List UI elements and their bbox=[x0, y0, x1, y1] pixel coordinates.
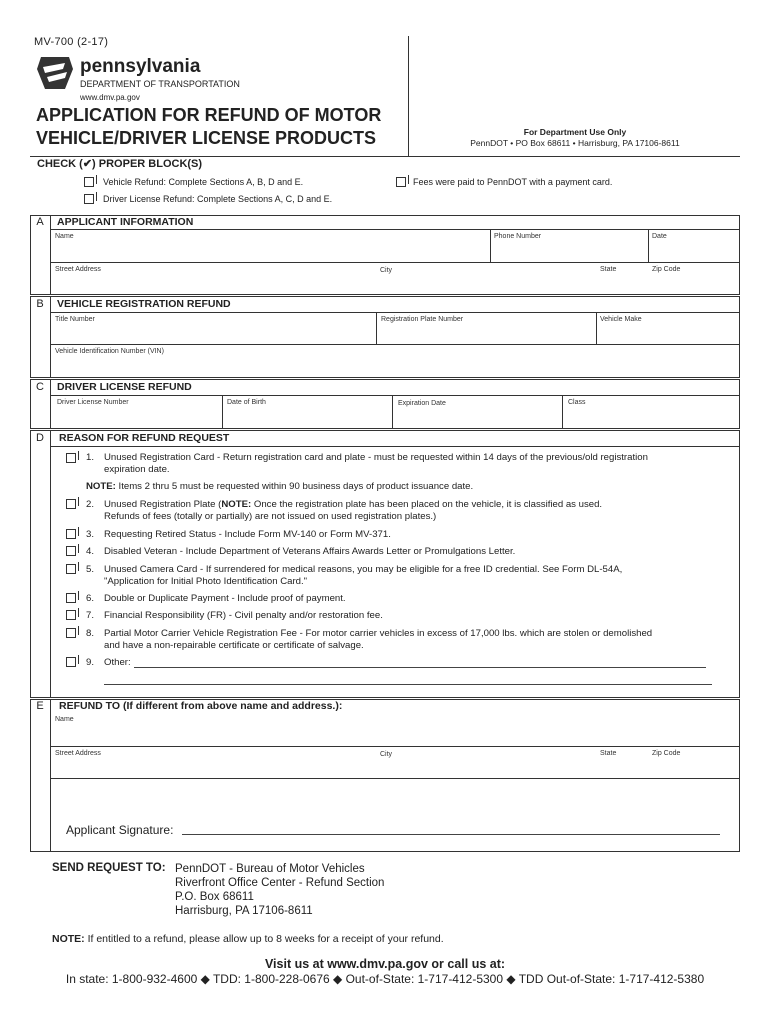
section-e-title: REFUND TO (If different from above name and address.): bbox=[59, 700, 343, 712]
reason-7-number: 7. bbox=[86, 610, 95, 621]
reason-4-number: 4. bbox=[86, 546, 95, 557]
section-c-col-rule bbox=[562, 395, 563, 429]
phone-line: In state: 1-800-932-4600 ◆ TDD: 1-800-228-0676 ◆ Out-of-State: 1-717-412-5300 ◆ TDD Out-of-State: 1-717-412-5380 bbox=[65, 972, 705, 986]
reason-9-label: Other: bbox=[104, 657, 131, 668]
applicant-street-field[interactable]: Street Address bbox=[55, 266, 101, 273]
page-title: APPLICATION FOR REFUND OF MOTOR VEHICLE/DRIVER LICENSE PRODUCTS bbox=[36, 105, 382, 148]
dept-use-label: For Department Use Only bbox=[523, 127, 627, 137]
check-heading: CHECK (✔) PROPER BLOCK(S) bbox=[37, 158, 203, 170]
signature-label: Applicant Signature: bbox=[66, 823, 174, 837]
expiration-field[interactable]: Expiration Date bbox=[398, 400, 446, 407]
dob-field[interactable]: Date of Birth bbox=[227, 399, 266, 406]
refund-street-field[interactable]: Street Address bbox=[55, 750, 101, 757]
reason-4-checkbox[interactable] bbox=[66, 546, 76, 556]
reason-1-checkbox[interactable] bbox=[66, 453, 76, 463]
website-text: www.dmv.pa.gov bbox=[80, 93, 140, 102]
refund-name-field[interactable]: Name bbox=[55, 716, 74, 723]
reason-8-checkbox[interactable] bbox=[66, 628, 76, 638]
reason-3-checkbox[interactable] bbox=[66, 529, 76, 539]
vehicle-refund-checkbox[interactable] bbox=[84, 177, 94, 187]
section-b-letter: B bbox=[36, 298, 44, 310]
vin-field[interactable]: Vehicle Identification Number (VIN) bbox=[55, 348, 164, 355]
other-reason-input[interactable] bbox=[134, 667, 706, 668]
reason-6-number: 6. bbox=[86, 593, 95, 604]
note-items: NOTE: Items 2 thru 5 must be requested within 90 business days of product issuance date. bbox=[86, 481, 474, 492]
dl-refund-checkbox[interactable] bbox=[84, 194, 94, 204]
mailing-address: PennDOT - Bureau of Motor Vehicles Riverfront Office Center - Refund Section P.O. Box 68611 Harrisburg, PA 17106-8611 bbox=[175, 863, 385, 917]
dept-address: PennDOT • PO Box 68611 • Harrisburg, PA 17106-8611 bbox=[470, 138, 680, 148]
class-field[interactable]: Class bbox=[568, 399, 586, 406]
reason-5-number: 5. bbox=[86, 564, 95, 575]
section-e-gutter bbox=[30, 699, 51, 852]
keystone-logo-icon bbox=[35, 55, 75, 91]
section-c-col-rule bbox=[392, 395, 393, 429]
reason-6-checkbox[interactable] bbox=[66, 593, 76, 603]
refund-state-field[interactable]: State bbox=[600, 750, 617, 757]
title-number-field[interactable]: Title Number bbox=[55, 316, 95, 323]
dl-number-field[interactable]: Driver License Number bbox=[57, 399, 129, 406]
section-e-row-rule bbox=[50, 746, 740, 747]
reason-6-text: Double or Duplicate Payment - Include proof of payment. bbox=[104, 593, 346, 604]
section-d-gutter bbox=[30, 430, 51, 698]
refund-note: NOTE: If entitled to a refund, please allow up to 8 weeks for a receipt of your refund. bbox=[52, 933, 444, 945]
applicant-date-field[interactable]: Date bbox=[652, 233, 667, 240]
plate-number-field[interactable]: Registration Plate Number bbox=[381, 316, 464, 323]
applicant-zip-field[interactable]: Zip Code bbox=[652, 266, 681, 273]
reason-2-text: Unused Registration Plate (NOTE: Once the registration plate has been placed on the vehicle, it is classified as used. Refunds of fees (totally or partially) are not issued on used registration plates.) bbox=[104, 499, 603, 522]
department-name: DEPARTMENT OF TRANSPORTATION bbox=[80, 79, 240, 89]
form-id: MV-700 (2-17) bbox=[34, 36, 109, 48]
section-a-title: APPLICANT INFORMATION bbox=[57, 216, 194, 228]
reason-1-text: Unused Registration Card - Return registration card and plate - must be requested within 14 days of the previous/old registration expiration date. bbox=[104, 452, 648, 475]
reason-3-text: Requesting Retired Status - Include Form MV-140 or Form MV-371. bbox=[104, 529, 391, 540]
reason-7-checkbox[interactable] bbox=[66, 610, 76, 620]
section-b-title: VEHICLE REGISTRATION REFUND bbox=[57, 298, 231, 310]
other-reason-input-line2[interactable] bbox=[104, 684, 712, 685]
section-d-title-rule bbox=[50, 446, 740, 447]
reason-9-checkbox[interactable] bbox=[66, 657, 76, 667]
section-e-letter: E bbox=[36, 700, 44, 712]
reason-2-checkbox[interactable] bbox=[66, 499, 76, 509]
section-c-title-rule bbox=[50, 395, 740, 396]
section-c-letter: C bbox=[36, 381, 44, 393]
reason-3-number: 3. bbox=[86, 529, 95, 540]
visit-line: Visit us at www.dmv.pa.gov or call us at: bbox=[264, 957, 506, 971]
brand-name: pennsylvania bbox=[80, 56, 201, 77]
dl-refund-label: Driver License Refund: Complete Sections A, C, D and E. bbox=[103, 194, 333, 204]
applicant-phone-field[interactable]: Phone Number bbox=[494, 233, 542, 240]
section-a-col-rule bbox=[648, 229, 649, 262]
section-a-row-rule bbox=[50, 262, 740, 263]
section-b-col-rule bbox=[596, 312, 597, 344]
send-request-label: SEND REQUEST TO: bbox=[52, 862, 166, 874]
reason-5-text: Unused Camera Card - If surrendered for medical reasons, you may be eligible for a free ID credential. See Form DL-54A, "Application for Initial Photo Identification Card." bbox=[104, 564, 623, 587]
reason-9-number: 9. bbox=[86, 657, 95, 668]
fees-paid-label: Fees were paid to PennDOT with a payment card. bbox=[413, 177, 613, 187]
reason-7-text: Financial Responsibility (FR) - Civil penalty and/or restoration fee. bbox=[104, 610, 383, 621]
section-a-col-rule bbox=[490, 229, 491, 262]
applicant-name-field[interactable]: Name bbox=[55, 233, 74, 240]
section-c-col-rule bbox=[222, 395, 223, 429]
section-e-row-rule bbox=[50, 778, 740, 779]
section-b-title-rule bbox=[50, 312, 740, 313]
section-a-title-rule bbox=[50, 229, 740, 230]
vehicle-make-field[interactable]: Vehicle Make bbox=[600, 316, 642, 323]
section-d-letter: D bbox=[36, 432, 44, 444]
reason-2-number: 2. bbox=[86, 499, 95, 510]
reason-4-text: Disabled Veteran - Include Department of Veterans Affairs Awards Letter or Promulgations Letter. bbox=[104, 546, 516, 557]
applicant-state-field[interactable]: State bbox=[600, 266, 617, 273]
reason-8-number: 8. bbox=[86, 628, 95, 639]
section-b-col-rule bbox=[376, 312, 377, 344]
vehicle-refund-label: Vehicle Refund: Complete Sections A, B, D and E. bbox=[103, 177, 304, 187]
section-c-title: DRIVER LICENSE REFUND bbox=[57, 381, 192, 393]
reason-1-number: 1. bbox=[86, 452, 95, 463]
reason-5-checkbox[interactable] bbox=[66, 564, 76, 574]
fees-paid-checkbox[interactable] bbox=[396, 177, 406, 187]
applicant-city-field[interactable]: City bbox=[380, 267, 393, 274]
reason-8-text: Partial Motor Carrier Vehicle Registration Fee - For motor carrier vehicles in excess of 17,000 lbs. which are stolen or demolished and have a non-repairable certificate or certificate of salvage. bbox=[104, 628, 653, 651]
refund-city-field[interactable]: City bbox=[380, 751, 393, 758]
section-b-row-rule bbox=[50, 344, 740, 345]
signature-input[interactable] bbox=[182, 834, 720, 835]
refund-zip-field[interactable]: Zip Code bbox=[652, 750, 681, 757]
section-d-title: REASON FOR REFUND REQUEST bbox=[59, 432, 230, 444]
section-a-letter: A bbox=[36, 216, 44, 228]
